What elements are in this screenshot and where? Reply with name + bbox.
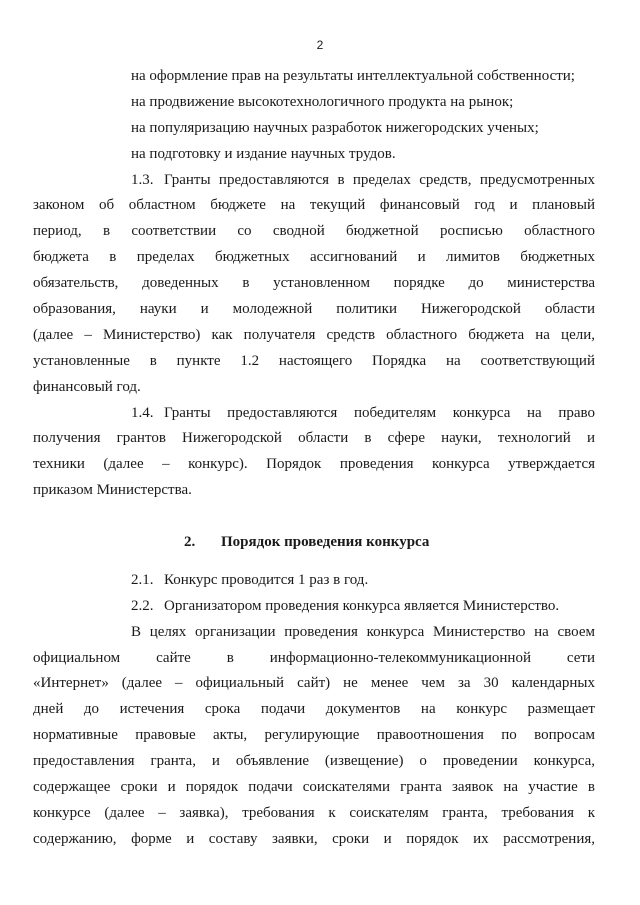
paragraph-line: дней до истечения срока подачи документов на конкурс размещает [33, 701, 595, 718]
paragraph-line: официальном сайте в информационно-телекоммуникационной сети [33, 649, 595, 666]
paragraph-line: В целях организации проведения конкурса Министерство на своем [131, 623, 595, 640]
paragraph-line: предоставления гранта, и объявление (извещение) о проведении конкурса, [33, 753, 595, 770]
paragraph-line: законом об областном бюджете на текущий финансовый год и плановый [33, 197, 595, 214]
paragraph-line: Конкурс проводится 1 раз в год. [164, 571, 369, 588]
list-item: на подготовку и издание научных трудов. [131, 145, 396, 162]
paragraph-line: конкурсе (далее – заявка), требования к соискателям гранта, требования к [33, 804, 595, 821]
page-number: 2 [316, 38, 324, 52]
paragraph-1-3 [33, 168, 595, 401]
section-number: 2. [184, 534, 196, 551]
paragraph-line: приказом Министерства. [33, 482, 192, 499]
paragraph-2-1 [131, 568, 595, 594]
paragraph-line: Гранты предоставляются победителям конкурса на право [164, 404, 595, 421]
section-heading [131, 530, 595, 556]
paragraph-line: содержащее сроки и порядок подачи соискателями гранта заявок на участие в [33, 779, 595, 796]
paragraph-line: Гранты предоставляются в пределах средств, предусмотренных [164, 171, 595, 188]
clause-number: 1.4. [131, 404, 154, 421]
paragraph-line: техники (далее – конкурс). Порядок проведения конкурса утверждается [33, 456, 595, 473]
list-item: на популяризацию научных разработок нижегородских ученых; [131, 119, 539, 136]
paragraph-line: нормативные правовые акты, регулирующие правоотношения по вопросам [33, 727, 595, 744]
section-title: Порядок проведения конкурса [221, 534, 430, 551]
clause-number: 1.3. [131, 171, 154, 188]
paragraph-line: образования, науки и молодежной политики Нижегородской области [33, 301, 595, 318]
clause-number: 2.2. [131, 597, 154, 614]
paragraph-line: финансовый год. [33, 378, 141, 395]
paragraph-line: «Интернет» (далее – официальный сайт) не менее чем за 30 календарных [33, 675, 595, 692]
list-item: на оформление прав на результаты интеллектуальной собственности; [131, 68, 575, 84]
paragraph-line: Организатором проведения конкурса является Министерство. [164, 597, 560, 614]
list-item: на продвижение высокотехнологичного продукта на рынок; [131, 93, 514, 110]
document-body [33, 64, 595, 853]
paragraph-line: период, в соответствии со сводной бюджетной росписью областного [33, 223, 595, 240]
paragraph-1-4 [33, 401, 595, 505]
paragraph-line: бюджета в пределах бюджетных ассигнований и лимитов бюджетных [33, 249, 595, 266]
paragraph-organization [33, 620, 595, 853]
paragraph-2-2 [131, 594, 595, 620]
clause-number: 2.1. [131, 571, 154, 588]
paragraph-line: содержанию, форме и составу заявки, сроки и порядок их рассмотрения, [33, 830, 595, 847]
paragraph-line: (далее – Министерство) как получателя средств областного бюджета на цели, [33, 326, 595, 343]
paragraph-line: установленные в пункте 1.2 настоящего Порядка на соответствующий [33, 352, 595, 369]
paragraph-line: получения грантов Нижегородской области в сфере науки, технологий и [33, 430, 595, 447]
paragraph-line: обязательств, доведенных в установленном порядке до министерства [33, 275, 595, 292]
